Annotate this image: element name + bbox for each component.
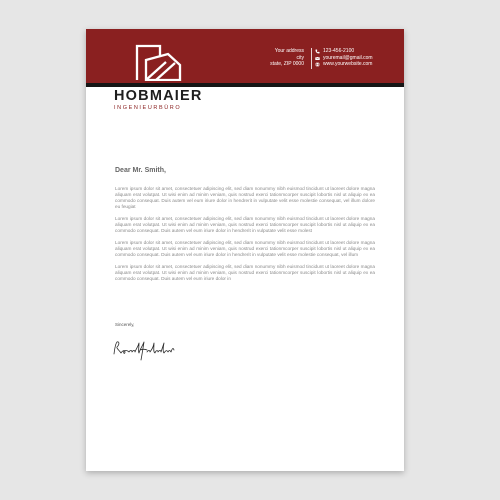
contact-phone-text[interactable]: 123-456-2100 — [323, 48, 355, 54]
letterhead-page — [86, 29, 404, 471]
letter-paragraph: Lorem ipsum dolor sit amet, consectetuer adipiscing elit, sed diam nonummy nibh euismod tincidunt ut laoreet dolore magna aliquam erat volutpat. Ut wisi enim ad minim veniam, quis nostrud exerci tationmcorper suscipit lobortis nisl ut aliquip ex ea commodo consequat. Duis autem vel eum iriure dolor in hendrerit in vulputate velit esse molestie consequat, vel illum — [115, 240, 375, 257]
handwritten-signature — [111, 338, 177, 362]
building-logo-icon — [134, 43, 184, 81]
header-divider — [311, 48, 312, 69]
email-icon — [315, 56, 320, 61]
letterhead-header-band — [86, 29, 404, 87]
brand-name: HOBMAIER — [114, 88, 203, 104]
address-city: city — [296, 54, 304, 61]
letter-body — [115, 186, 375, 288]
contact-phone — [315, 48, 403, 55]
globe-icon — [315, 62, 320, 67]
address-line: Your address — [274, 48, 304, 54]
contact-website — [315, 61, 403, 68]
contact-list — [315, 48, 403, 68]
address-state-zip: state, ZIP 0000 — [270, 61, 304, 68]
letter-paragraph: Lorem ipsum dolor sit amet, consectetuer adipiscing elit, sed diam nonummy nibh euismod tincidunt ut laoreet dolore magna aliquam erat volutpat. Ut wisi enim ad minim veniam, quis nostrud exerci tationmcorper suscipit lobortis nisl ut aliquip ex ea commodo consequat. Duis autem vel eum iriure dolor in hendrerit in vulputate velit esse molestie consequat, vel illum dolore eu feugiat — [115, 186, 375, 209]
brand-subtitle: INGENIEURBÜRO — [114, 105, 182, 111]
contact-email-text[interactable]: youremail@gmail.com — [323, 54, 373, 61]
contact-website-text[interactable]: www.yourwebsite.com — [323, 61, 373, 68]
phone-icon — [315, 49, 320, 54]
sender-address — [254, 48, 304, 68]
letter-greeting: Dear Mr. Smith, — [115, 167, 166, 174]
letter-paragraph: Lorem ipsum dolor sit amet, consectetuer adipiscing elit, sed diam nonummy nibh euismod tincidunt ut laoreet dolore magna aliquam erat volutpat. Ut wisi enim ad minim veniam, quis nostrud exerci tationmcorper suscipit lobortis nisl ut aliquip ex ea commodo consequat. Duis autem vel eum iriure dolor in — [115, 264, 375, 281]
letter-closing: Sincerely, — [115, 322, 135, 327]
brand-block — [114, 89, 214, 111]
contact-email — [315, 55, 403, 62]
letter-paragraph: Lorem ipsum dolor sit amet, consectetuer adipiscing elit, sed diam nonummy nibh euismod tincidunt ut laoreet dolore magna aliquam erat volutpat. Ut wisi enim ad minim veniam, quis nostrud exerci tationmcorper suscipit lobortis nisl ut aliquip ex ea commodo consequat. Duis autem vel eum iriure dolor in hendrerit in vulputate velit esse molest — [115, 216, 375, 233]
